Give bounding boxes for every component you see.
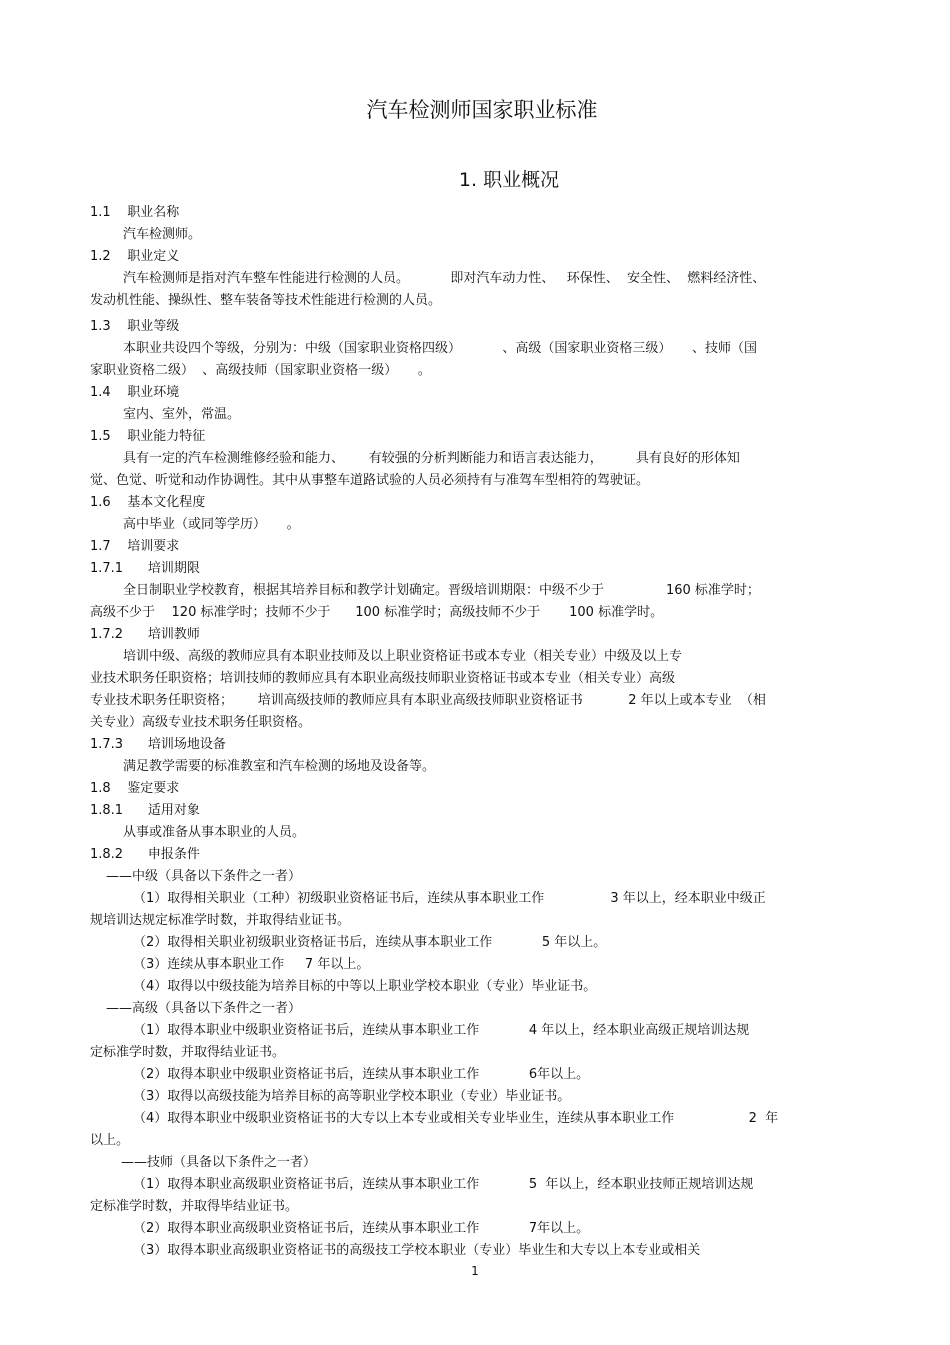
section-subheading: 1.7 培训要求 bbox=[90, 539, 180, 554]
paragraph-line: （3）连续从事本职业工作 7 年以上。 bbox=[133, 957, 370, 972]
section-subheading: 1.6 基本文化程度 bbox=[90, 495, 206, 510]
paragraph-line: 汽车检测师。 bbox=[123, 227, 202, 242]
section-subheading: 1.7.3 培训场地设备 bbox=[90, 737, 226, 752]
paragraph-line: 汽车检测师是指对汽车整车性能进行检测的人员。 即对汽车动力性、 环保性、 安全性、 燃料经济性、 bbox=[123, 271, 766, 286]
section-subheading: 1.8.2 申报条件 bbox=[90, 847, 200, 862]
paragraph-line: （3）取得以高级技能为培养目标的高等职业学校本职业（专业）毕业证书。 bbox=[133, 1089, 571, 1104]
paragraph-line: （4）取得本职业中级职业资格证书的大专以上本专业或相关专业毕业生，连续从事本职业工作 2 年 bbox=[133, 1111, 779, 1126]
section-subheading: 1.4 职业环境 bbox=[90, 385, 180, 400]
section-subheading: 1.8.1 适用对象 bbox=[90, 803, 200, 818]
paragraph-line: 全日制职业学校教育，根据其培养目标和教学计划确定。晋级培训期限：中级不少于 160 标准学时； bbox=[123, 583, 760, 598]
paragraph-line: （3）取得本职业高级职业资格证书的高级技工学校本职业（专业）毕业生和大专以上本专业或相关 bbox=[133, 1243, 701, 1258]
paragraph-line: （1）取得本职业高级职业资格证书后，连续从事本职业工作 5 年以上，经本职业技师正规培训达规 bbox=[133, 1177, 754, 1192]
paragraph-line: 室内、室外，常温。 bbox=[123, 407, 241, 422]
paragraph-line: 家职业资格二级） 、高级技师（国家职业资格一级） 。 bbox=[90, 363, 431, 378]
paragraph-line: 定标准学时数，并取得结业证书。 bbox=[90, 1045, 286, 1060]
paragraph-line: （2）取得本职业中级职业资格证书后，连续从事本职业工作 6年以上。 bbox=[133, 1067, 590, 1082]
section-subheading: 1.1 职业名称 bbox=[90, 205, 180, 220]
page-number: 1 bbox=[471, 1264, 479, 1278]
paragraph-line: （2）取得相关职业初级职业资格证书后，连续从事本职业工作 5 年以上。 bbox=[133, 935, 607, 950]
section-subheading: 1.2 职业定义 bbox=[90, 249, 180, 264]
section-subheading: 1.8 鉴定要求 bbox=[90, 781, 180, 796]
section-subheading: 1.5 职业能力特征 bbox=[90, 429, 206, 444]
paragraph-line: 高级不少于 120 标准学时；技师不少于 100 标准学时；高级技师不少于 100 标准学时。 bbox=[90, 605, 664, 620]
paragraph-line: 具有一定的汽车检测维修经验和能力、 有较强的分析判断能力和语言表达能力， 具有良好的形体知 bbox=[123, 451, 740, 466]
paragraph-line: 关专业）高级专业技术职务任职资格。 bbox=[90, 715, 312, 730]
paragraph-line: ——技师（具备以下条件之一者） bbox=[121, 1155, 317, 1170]
paragraph-line: 以上。 bbox=[90, 1133, 130, 1148]
paragraph-line: （2）取得本职业高级职业资格证书后，连续从事本职业工作 7年以上。 bbox=[133, 1221, 590, 1236]
paragraph-line: 培训中级、高级的教师应具有本职业技师及以上职业资格证书或本专业（相关专业）中级及以上专 bbox=[123, 649, 683, 664]
paragraph-line: （4）取得以中级技能为培养目标的中等以上职业学校本职业（专业）毕业证书。 bbox=[133, 979, 597, 994]
paragraph-line: 觉、色觉、听觉和动作协调性。其中从事整车道路试验的人员必须持有与准驾车型相符的驾驶证。 bbox=[90, 473, 650, 488]
paragraph-line: ——中级（具备以下条件之一者） bbox=[106, 869, 302, 884]
section-subheading: 1.3 职业等级 bbox=[90, 319, 180, 334]
paragraph-line: （1）取得相关职业（工种）初级职业资格证书后，连续从事本职业工作 3 年以上，经本职业中级正 bbox=[133, 891, 766, 906]
section-heading: 1. 职业概况 bbox=[458, 169, 560, 191]
paragraph-line: 高中毕业（或同等学历） 。 bbox=[123, 517, 300, 532]
paragraph-line: 规培训达规定标准学时数，并取得结业证书。 bbox=[90, 913, 351, 928]
paragraph-line: 专业技术职务任职资格； 培训高级技师的教师应具有本职业高级技师职业资格证书 2 年以上或本专业 （相 bbox=[90, 693, 766, 708]
paragraph-line: 业技术职务任职资格；培训技师的教师应具有本职业高级技师职业资格证书或本专业（相关专业）高级 bbox=[90, 671, 676, 686]
paragraph-line: 定标准学时数，并取得毕结业证书。 bbox=[90, 1199, 299, 1214]
paragraph-line: 满足教学需要的标准教室和汽车检测的场地及设备等。 bbox=[123, 759, 436, 774]
paragraph-line: ——高级（具备以下条件之一者） bbox=[106, 1001, 302, 1016]
section-subheading: 1.7.2 培训教师 bbox=[90, 627, 200, 642]
paragraph-line: （1）取得本职业中级职业资格证书后，连续从事本职业工作 4 年以上，经本职业高级正规培训达规 bbox=[133, 1023, 750, 1038]
section-subheading: 1.7.1 培训期限 bbox=[90, 561, 200, 576]
paragraph-line: 从事或准备从事本职业的人员。 bbox=[123, 825, 306, 840]
document-title: 汽车检测师国家职业标准 bbox=[366, 98, 598, 122]
paragraph-line: 发动机性能、操纵性、整车装备等技术性能进行检测的人员。 bbox=[90, 293, 442, 308]
paragraph-line: 本职业共设四个等级，分别为：中级（国家职业资格四级） 、高级（国家职业资格三级） 、技师（国 bbox=[123, 341, 757, 356]
document-body bbox=[90, 202, 860, 1262]
